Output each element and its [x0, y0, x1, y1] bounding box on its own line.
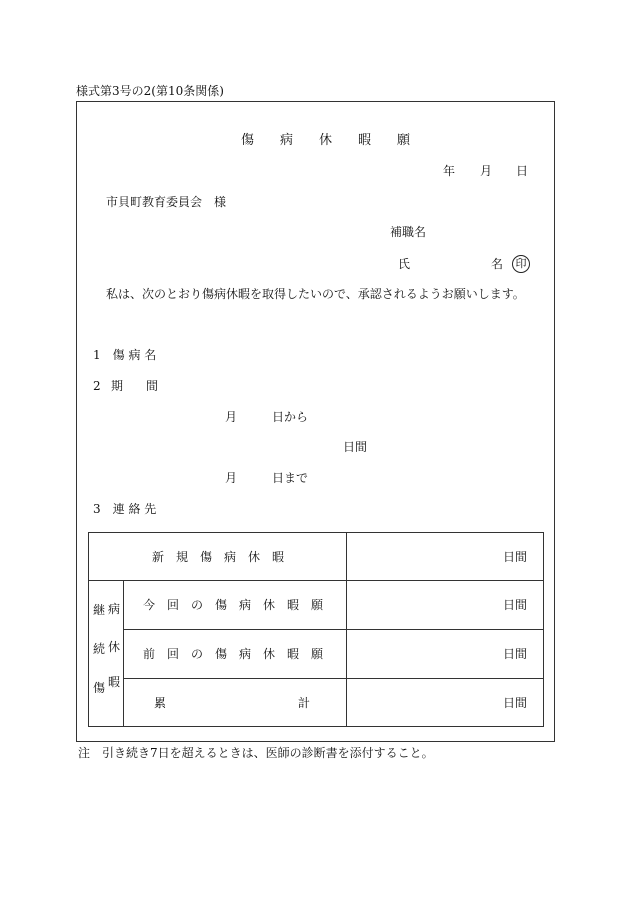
period-from-day: 日から [272, 410, 309, 424]
request-text: 私は、次のとおり傷病休暇を取得したいので、承認されるようお願いします。 [106, 287, 525, 301]
table-row-divider-3 [123, 678, 544, 679]
table-border-left [88, 532, 89, 727]
table-previous-request-label: 前 回 の 傷 病 休 暇 願 [143, 647, 324, 661]
period-days: 日間 [343, 440, 368, 454]
title-char-4: 暇 [358, 133, 372, 148]
period-to-month: 月 [225, 471, 238, 485]
table-row-divider-2 [123, 629, 544, 630]
name-label-1: 氏 [398, 257, 411, 271]
position-label: 補職名 [390, 225, 427, 239]
item-period-number: 2 [93, 379, 101, 393]
table-group-col2-char-3: 暇 [108, 675, 121, 689]
date-day-label: 日 [516, 164, 529, 178]
title-char-3: 休 [319, 133, 333, 148]
item-period-label-2: 間 [146, 379, 159, 393]
item-period-label-1: 期 [111, 379, 124, 393]
item-disease-name: 1 傷 病 名 [93, 348, 157, 362]
table-border-bottom [88, 726, 544, 727]
addressee: 市貝町教育委員会 様 [106, 195, 227, 209]
title-char-5: 願 [397, 133, 411, 148]
name-label-2: 名 [491, 257, 504, 271]
title-char-1: 傷 [241, 133, 255, 148]
table-group-col2-char-1: 病 [108, 602, 121, 616]
footnote: 注 引き続き7日を超えるときは、医師の診断書を添付すること。 [78, 746, 434, 760]
table-row-divider-1 [88, 580, 544, 581]
table-total-unit: 日間 [503, 696, 528, 710]
date-month-label: 月 [480, 164, 493, 178]
period-to-day: 日まで [272, 471, 309, 485]
table-group-col1-char-3: 傷 [93, 681, 106, 695]
table-total-label-2: 計 [298, 696, 311, 710]
table-new-leave-label: 新 規 傷 病 休 暇 [152, 550, 285, 564]
title-char-2: 病 [280, 133, 294, 148]
item-contact: 3 連 絡 先 [93, 502, 157, 516]
form-number: 様式第3号の2(第10条関係) [76, 84, 224, 98]
period-from-month: 月 [225, 410, 238, 424]
seal-mark: 印 [512, 255, 530, 273]
table-total-label-1: 累 [154, 696, 167, 710]
table-divider-group [123, 580, 124, 727]
table-border-top [88, 532, 544, 533]
table-new-leave-unit: 日間 [503, 550, 528, 564]
table-previous-request-unit: 日間 [503, 647, 528, 661]
table-group-col2-char-2: 休 [108, 640, 121, 654]
table-this-request-label: 今 回 の 傷 病 休 暇 願 [143, 598, 324, 612]
date-year-label: 年 [443, 164, 456, 178]
table-group-col1-char-2: 続 [93, 642, 106, 656]
table-group-col1-char-1: 継 [93, 603, 106, 617]
table-this-request-unit: 日間 [503, 598, 528, 612]
